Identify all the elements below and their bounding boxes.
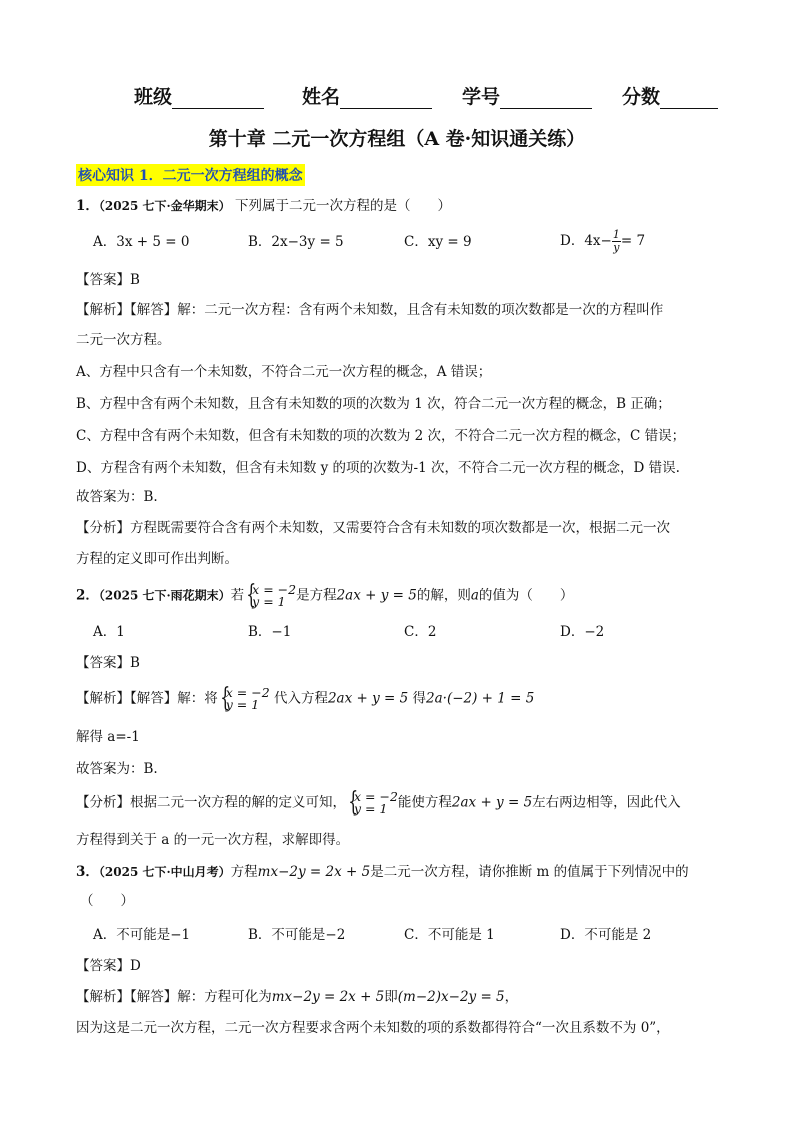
fraction-numerator: 1	[612, 228, 620, 241]
system-bottom-row: y = 1	[252, 594, 286, 609]
q3-explanation-line: 因为这是二元一次方程，二元一次方程要求含两个未知数的项的系数都得符合“一次且系数不为 0”，	[76, 1020, 670, 1036]
q1-option-d	[560, 226, 645, 256]
q1-option-d-fraction	[612, 229, 621, 254]
q3-option-b: B．不可能是−2	[248, 927, 346, 943]
q1-analysis-line: 【分析】方程既需要符合含有两个未知数，又需要符合含有未知数的项次数都是一次，根据二元一次	[76, 520, 670, 536]
q3-source: （2025 七下·中山月考）	[98, 865, 231, 879]
question-2-stem	[76, 584, 573, 608]
q2-equation: 2ax + y = 5	[336, 587, 417, 604]
q2-text: 的解，则	[416, 587, 471, 604]
q3-option-c: C．不可能是 1	[404, 927, 495, 943]
q3-equation: (m−2)x−2y = 5	[397, 989, 505, 1005]
question-1-stem	[76, 196, 451, 216]
q2-text: 能使方程	[397, 794, 452, 811]
q2-option-b: B．−1	[248, 624, 292, 640]
q3-explanation-line	[76, 987, 518, 1007]
q3-text: ，	[504, 989, 519, 1005]
q1-text: 下列属于二元一次方程的是（ ）	[234, 198, 451, 214]
q1-option-d-suffix: = 7	[620, 233, 646, 249]
q2-explanation-line: 解得 a=-1	[76, 729, 140, 745]
system-top-row: { x = −2	[252, 582, 297, 597]
q2-explanation-line: 故答案为：B.	[76, 761, 158, 777]
q3-text: 方程	[230, 864, 258, 880]
q2-equation: 2ax + y = 5	[451, 794, 533, 811]
class-field	[134, 82, 264, 112]
q1-explanation-line: B、方程中含有两个未知数，且含有未知数的项的次数为 1 次，符合二元一次方程的概念，B 正确；	[76, 396, 671, 412]
system-bottom-row: y = 1	[354, 801, 388, 816]
q3-stem-line-2: （ ）	[80, 893, 134, 909]
q2-text: 是方程	[296, 587, 337, 604]
name-blank	[340, 84, 432, 109]
name-field	[302, 82, 432, 112]
q1-analysis-line: 方程的定义即可作出判断。	[76, 551, 238, 567]
q2-text: 若	[230, 587, 245, 604]
q2-option-c: C．2	[404, 624, 437, 640]
id-field	[462, 82, 592, 112]
q2-analysis-line: 方程得到关于 a 的一元一次方程，求解即得。	[76, 832, 350, 848]
q1-explanation-line: A、方程中只含有一个未知数，不符合二元一次方程的概念，A 错误；	[76, 364, 492, 380]
q3-equation: mx−2y = 2x + 5	[271, 989, 385, 1005]
q3-option-d: D．不可能是 2	[560, 927, 652, 943]
system-top-row: { x = −2	[354, 789, 398, 804]
q3-option-a: A．不可能是−1	[93, 927, 191, 943]
fraction-denominator: y	[613, 241, 620, 254]
score-blank	[660, 84, 718, 109]
q1-number: 1．	[76, 198, 99, 214]
q2-text: 的值为（ ）	[478, 587, 574, 604]
q1-option-b: B．2x−3y = 5	[248, 234, 344, 250]
q2-text: 得	[412, 690, 427, 707]
q2-system	[346, 791, 398, 815]
q2-system	[218, 687, 270, 711]
q3-text: 【解析】【解答】解：方程可化为	[76, 989, 272, 1005]
q2-text: 代入方程	[273, 690, 328, 707]
q1-option-c: C．xy = 9	[404, 234, 472, 250]
q2-number: 2．	[76, 587, 99, 604]
q2-answer: 【答案】B	[76, 655, 140, 671]
q1-explanation-line: C、方程中含有两个未知数，但含有未知数的项的次数为 2 次，不符合二元一次方程的概念，C 错误；	[76, 428, 686, 444]
section-heading: 核心知识 1．二元一次方程组的概念	[76, 164, 305, 186]
q2-text: 【解析】【解答】解：将	[76, 690, 218, 707]
question-3-stem	[76, 862, 689, 882]
q1-answer: 【答案】B	[76, 272, 140, 288]
q3-text: 即	[384, 989, 398, 1005]
q1-explanation-line: D、方程含有两个未知数，但含有未知数 y 的项的次数为-1 次，不符合二元一次方程的概念，D 错误.	[76, 460, 680, 476]
q2-option-d: D．−2	[560, 624, 605, 640]
q2-option-a: A．1	[93, 624, 125, 640]
system-top-row: { x = −2	[225, 685, 270, 700]
q1-explanation-line: 二元一次方程。	[76, 332, 171, 348]
q1-source: （2025 七下·金华期末）	[98, 199, 231, 213]
q2-text: 左右两边相等，因此代入	[532, 794, 681, 811]
q3-number: 3．	[76, 864, 99, 880]
name-label: 姓名	[302, 86, 341, 108]
page-title: 第十章 二元一次方程组（A 卷·知识通关练）	[208, 128, 586, 150]
q2-equation: 2a·(−2) + 1 = 5	[426, 690, 535, 707]
q1-option-a: A．3x + 5 = 0	[93, 234, 190, 250]
q1-explanation-line: 【解析】【解答】解：二元一次方程：含有两个未知数，且含有未知数的项次数都是一次的方程叫作	[76, 302, 664, 318]
q2-analysis-line	[76, 791, 681, 815]
score-label: 分数	[622, 86, 661, 108]
q2-source: （2025 七下·雨花期末）	[98, 588, 231, 603]
q2-variable: a	[470, 587, 479, 604]
q2-system	[244, 584, 296, 608]
q2-text: 【分析】根据二元一次方程的解的定义可知，	[76, 794, 346, 811]
class-blank	[172, 84, 264, 109]
class-label: 班级	[134, 86, 173, 108]
q2-explanation-line	[76, 687, 534, 711]
score-field	[622, 82, 718, 112]
q3-answer: 【答案】D	[76, 958, 141, 974]
id-blank	[500, 84, 592, 109]
q1-explanation-line: 故答案为：B.	[76, 489, 158, 505]
system-bottom-row: y = 1	[225, 697, 260, 712]
q3-text: 是二元一次方程，请你推断 m 的值属于下列情况中的	[370, 864, 689, 880]
q1-option-d-prefix: D．4x−	[560, 233, 612, 249]
q3-equation: mx−2y = 2x + 5	[257, 864, 371, 880]
q2-equation: 2ax + y = 5	[327, 690, 409, 707]
id-label: 学号	[462, 86, 501, 108]
